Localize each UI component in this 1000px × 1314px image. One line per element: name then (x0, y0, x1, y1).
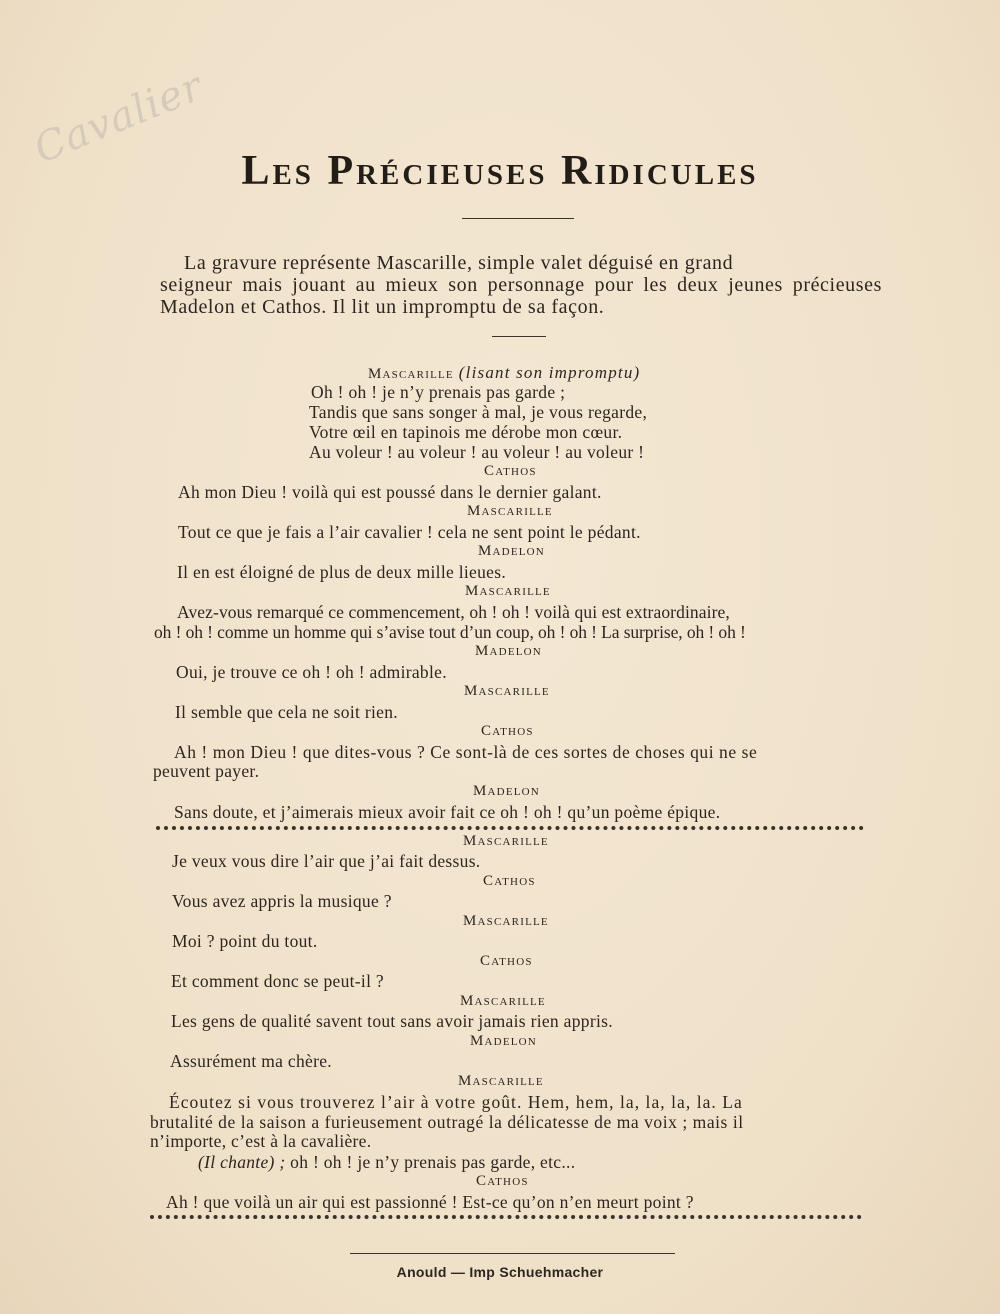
dialogue-line: Les gens de qualité savent tout sans avoir jamais rien appris. (171, 1011, 613, 1031)
dialogue-line: brutalité de la saison a furieusement outragé la délicatesse de ma voix ; mais il (150, 1112, 744, 1132)
ellipsis-dotted-line (150, 1215, 862, 1219)
dialogue-line: Tandis que sans songer à mal, je vous regarde, (309, 402, 648, 422)
dialogue-line: Et comment donc se peut-il ? (171, 971, 384, 991)
speaker-name: Madelon (470, 1033, 537, 1049)
intro-line: La gravure représente Mascarille, simple valet déguisé en grand (184, 252, 734, 274)
printer-credit: Anould — Imp Schuehmacher (396, 1264, 604, 1280)
dialogue-line: peuvent payer. (153, 761, 260, 781)
dialogue-line: Écoutez si vous trouverez l’air à votre goût. Hem, hem, la, la, la, la. La (169, 1092, 743, 1112)
dialogue-line: Il en est éloigné de plus de deux mille lieues. (177, 562, 507, 582)
speaker-name: Madelon (475, 643, 542, 659)
speaker-name: Madelon (473, 783, 540, 799)
dialogue-line: oh ! oh ! comme un homme qui s’avise tout d’un coup, oh ! oh ! La surprise, oh ! oh ! (154, 622, 746, 642)
dialogue-line (198, 1152, 575, 1173)
dialogue-line: n’importe, c’est à la cavalière. (150, 1131, 372, 1151)
ellipsis-dotted-line (156, 826, 864, 830)
dialogue-line: Il semble que cela ne soit rien. (175, 702, 398, 722)
speaker-name: Cathos (480, 953, 533, 969)
dialogue-line: Assurément ma chère. (170, 1051, 332, 1071)
dialogue-line: Ah ! mon Dieu ! que dites-vous ? Ce sont-là de ces sortes de choses qui ne se (174, 742, 758, 762)
dialogue-line: Avez-vous remarqué ce commencement, oh ! oh ! voilà qui est extraordinaire, (177, 602, 730, 622)
speaker-name: Cathos (481, 723, 534, 739)
dialogue-line: Je veux vous dire l’air que j’ai fait dessus. (172, 851, 481, 871)
dialogue-line: Oh ! oh ! je n’y prenais pas garde ; (311, 382, 566, 402)
intro-line: précieuses Madelon et Cathos. Il lit un impromptu de sa façon. (160, 274, 883, 318)
speaker-name: Cathos (484, 463, 537, 479)
speaker-name: Mascarille (460, 993, 546, 1009)
page-title: Les Précieuses Ridicules (241, 148, 759, 194)
dialogue-line: Ah ! que voilà un air qui est passionné ! Est-ce qu’on n’en meurt point ? (166, 1192, 694, 1212)
dialogue-line: Oui, je trouve ce oh ! oh ! admirable. (176, 662, 447, 682)
speaker-name: Mascarille (463, 833, 549, 849)
footer-rule (350, 1253, 675, 1254)
dialogue-line: Au voleur ! au voleur ! au voleur ! au voleur ! (309, 442, 645, 462)
intro-rule (492, 336, 546, 337)
speaker-name: Mascarille (lisant son impromptu) (368, 363, 641, 382)
speaker-name: Madelon (478, 543, 545, 559)
speaker-name: Mascarille (464, 683, 550, 699)
dialogue-line: Tout ce que je fais a l’air cavalier ! cela ne sent point le pédant. (178, 522, 641, 542)
intro-line: seigneur mais jouant au mieux son personnage pour les deux jeunes (160, 274, 783, 296)
speaker-name: Cathos (483, 873, 536, 889)
pencil-annotation: Cavalier (27, 63, 210, 173)
dialogue-line: Ah mon Dieu ! voilà qui est poussé dans le dernier galant. (178, 482, 602, 502)
stage-direction: (Il chante) ; (198, 1152, 286, 1172)
speaker-name: Mascarille (467, 503, 553, 519)
dialogue-line: Sans doute, et j’aimerais mieux avoir fait ce oh ! oh ! qu’un poème épique. (174, 802, 721, 822)
speaker-name: Mascarille (465, 583, 551, 599)
dialogue-line: Votre œil en tapinois me dérobe mon cœur. (309, 422, 623, 442)
dialogue-line: Vous avez appris la musique ? (172, 891, 392, 911)
speaker-name: Mascarille (463, 913, 549, 929)
dialogue-line: Moi ? point du tout. (172, 931, 318, 951)
speaker-name: Mascarille (458, 1073, 544, 1089)
dialogue-line-text: oh ! oh ! je n’y prenais pas garde, etc... (290, 1152, 576, 1172)
title-rule (462, 218, 574, 219)
speaker-name: Cathos (476, 1173, 529, 1189)
intro-paragraph (160, 252, 882, 318)
